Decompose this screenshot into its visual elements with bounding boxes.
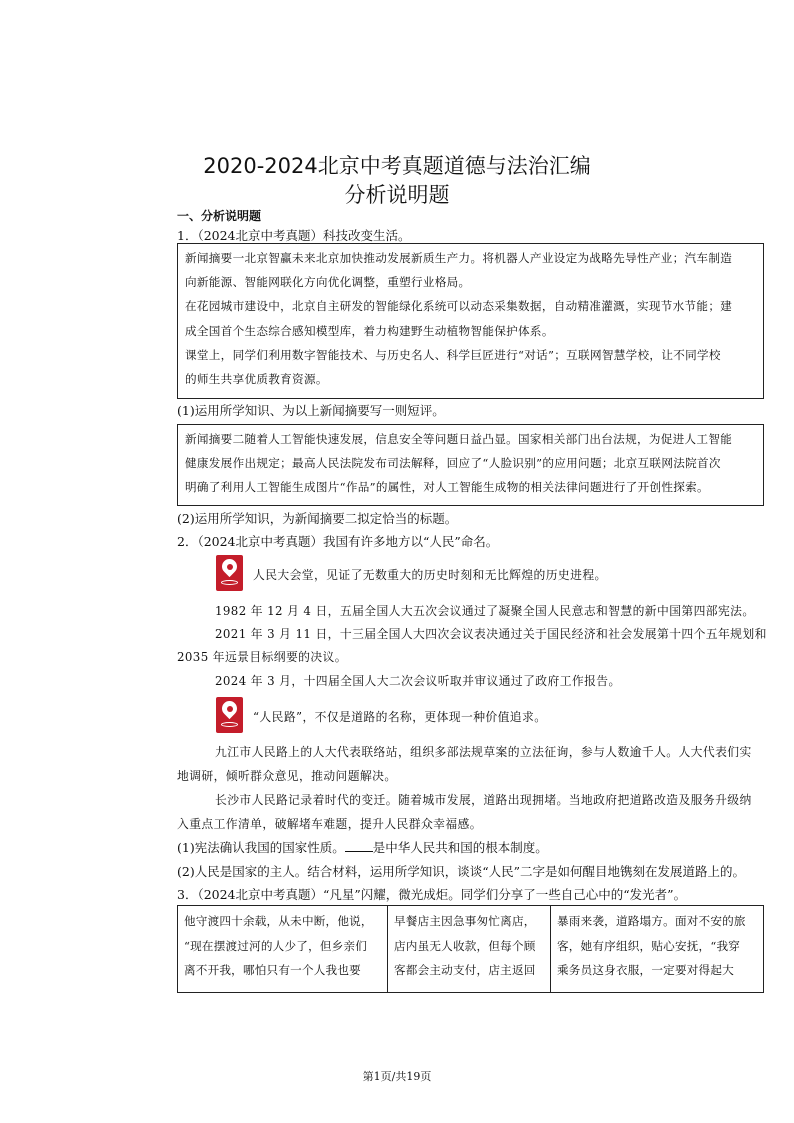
cell-line: 暴雨来袭，道路塌方。面对不安的旅 bbox=[557, 914, 746, 928]
sub-1-prefix: (1)宪法确认我国的国家性质。 bbox=[177, 840, 345, 855]
pin-2-text: “人民路”，不仅是道路的名称，更体现一种价值追求。 bbox=[253, 710, 547, 724]
material-paragraph: 地调研，倾听群众意见，推动问题解决。 bbox=[177, 769, 397, 783]
news-box-2 bbox=[177, 424, 764, 506]
news-line: 新闻摘要一北京智赢未来北京加快推动发展新质生产力。将机器人产业设定为战略先导性产业；汽车制造 bbox=[185, 251, 733, 265]
question-1-stem: 1．（2024北京中考真题）科技改变生活。 bbox=[177, 228, 411, 243]
material-paragraph: 2021 年 3 月 11 日，十三届全国人大四次会议表决通过关于国民经济和社会发展第十四个五年规划和 bbox=[215, 627, 767, 641]
question-1-sub-1: (1)运用所学知识、为以上新闻摘要写一则短评。 bbox=[177, 403, 445, 418]
news-box-1 bbox=[177, 243, 764, 399]
question-2-stem: 2．（2024北京中考真题）我国有许多地方以“人民”命名。 bbox=[177, 534, 499, 549]
table-cell bbox=[388, 906, 551, 993]
document-subtitle: 分析说明题 bbox=[344, 183, 450, 207]
cell-line: 早餐店主因急事匆忙离店， bbox=[394, 914, 536, 928]
material-paragraph: 长沙市人民路记录着时代的变迁。随着城市发展，道路出现拥堵。当地政府把道路改造及服务升级纳 bbox=[215, 793, 752, 807]
location-pin-icon bbox=[216, 555, 243, 591]
cell-line: 离不开我，哪怕只有一个人我也要 bbox=[184, 963, 361, 977]
news-box-1-text bbox=[185, 246, 758, 391]
news-line: 成全国首个生态综合感知模型库，着力构建野生动植物智能保护体系。 bbox=[185, 323, 554, 338]
material-paragraph: 入重点工作清单，破解堵车难题，提升人民群众幸福感。 bbox=[177, 817, 482, 831]
page-footer: 第1页/共19页 bbox=[362, 1070, 432, 1083]
table-row bbox=[178, 906, 764, 993]
cell-line: 客都会主动支付，店主返回 bbox=[394, 963, 536, 977]
material-paragraph: 九江市人民路上的人大代表联络站，组织多部法规草案的立法征询，参与人数逾千人。人大代表们实 bbox=[215, 745, 752, 759]
news-line: 在花园城市建设中，北京自主研发的智能绿化系统可以动态采集数据，自动精准灌溉，实现节水节能；建 bbox=[185, 299, 733, 314]
sub-1-suffix: 是中华人民共和国的根本制度。 bbox=[372, 840, 548, 855]
table-cell bbox=[178, 906, 388, 993]
question-2-sub-1 bbox=[177, 838, 548, 856]
section-heading: 一、分析说明题 bbox=[177, 209, 262, 223]
document-title: 2020-2024北京中考真题道德与法治汇编 bbox=[203, 154, 591, 178]
question-1-sub-2: (2)运用所学知识，为新闻摘要二拟定恰当的标题。 bbox=[177, 511, 458, 526]
table-cell bbox=[551, 906, 764, 993]
news-line: 课堂上，同学们利用数字智能技术、与历史名人、科学巨匠进行“对话”；互联网智慧学校，让不同学校 bbox=[185, 347, 721, 362]
material-paragraph: 1982 年 12 月 4 日，五届全国人大五次会议通过了凝聚全国人民意志和智慧的新中国第四部宪法。 bbox=[215, 604, 755, 618]
cell-line: “现在摆渡过河的人少了，但乡亲们 bbox=[184, 938, 368, 953]
stories-table bbox=[177, 905, 764, 993]
question-2-sub-2: (2)人民是国家的主人。结合材料，运用所学知识，谈谈“人民”二字是如何醒目地镌刻在发展道路上的。 bbox=[177, 864, 745, 879]
cell-line: 乘务员这身衣服，一定要对得起大 bbox=[557, 963, 734, 977]
location-pin-icon bbox=[216, 697, 243, 733]
question-3-stem: 3．（2024北京中考真题）“凡星”闪耀，微光成炬。同学们分享了一些自己心中的“发光者”。 bbox=[177, 887, 687, 902]
news-line: 新闻摘要二随着人工智能快速发展，信息安全等问题日益凸显。国家相关部门出台法规，为促进人工智能 bbox=[185, 432, 733, 446]
cell-line: 店内虽无人收款，但每个顾 bbox=[394, 938, 536, 953]
news-line: 明确了利用人工智能生成图片“作品”的属性，对人工智能生成物的相关法律问题进行了开创性探索。 bbox=[185, 480, 709, 495]
cell-line: 他守渡四十余载，从未中断，他说， bbox=[184, 914, 373, 928]
cell-line: 客，她有序组织，贴心安抚，“我穿 bbox=[557, 938, 741, 953]
news-box-2-text bbox=[185, 427, 758, 500]
news-line: 向新能源、智能网联化方向优化调整，重塑行业格局。 bbox=[185, 275, 471, 290]
material-paragraph: 2035 年远景目标纲要的决议。 bbox=[177, 650, 347, 664]
pin-1-text: 人民大会堂，见证了无数重大的历史时刻和无比辉煌的历史进程。 bbox=[253, 568, 607, 582]
news-line: 健康发展作出规定；最高人民法院发布司法解释，回应了“人脸识别”的应用问题；北京互联网法院首次 bbox=[185, 456, 721, 471]
news-line: 的师生共享优质教育资源。 bbox=[185, 372, 328, 387]
answer-blank bbox=[345, 839, 373, 852]
material-paragraph: 2024 年 3 月，十四届全国人大二次会议听取并审议通过了政府工作报告。 bbox=[215, 674, 621, 688]
